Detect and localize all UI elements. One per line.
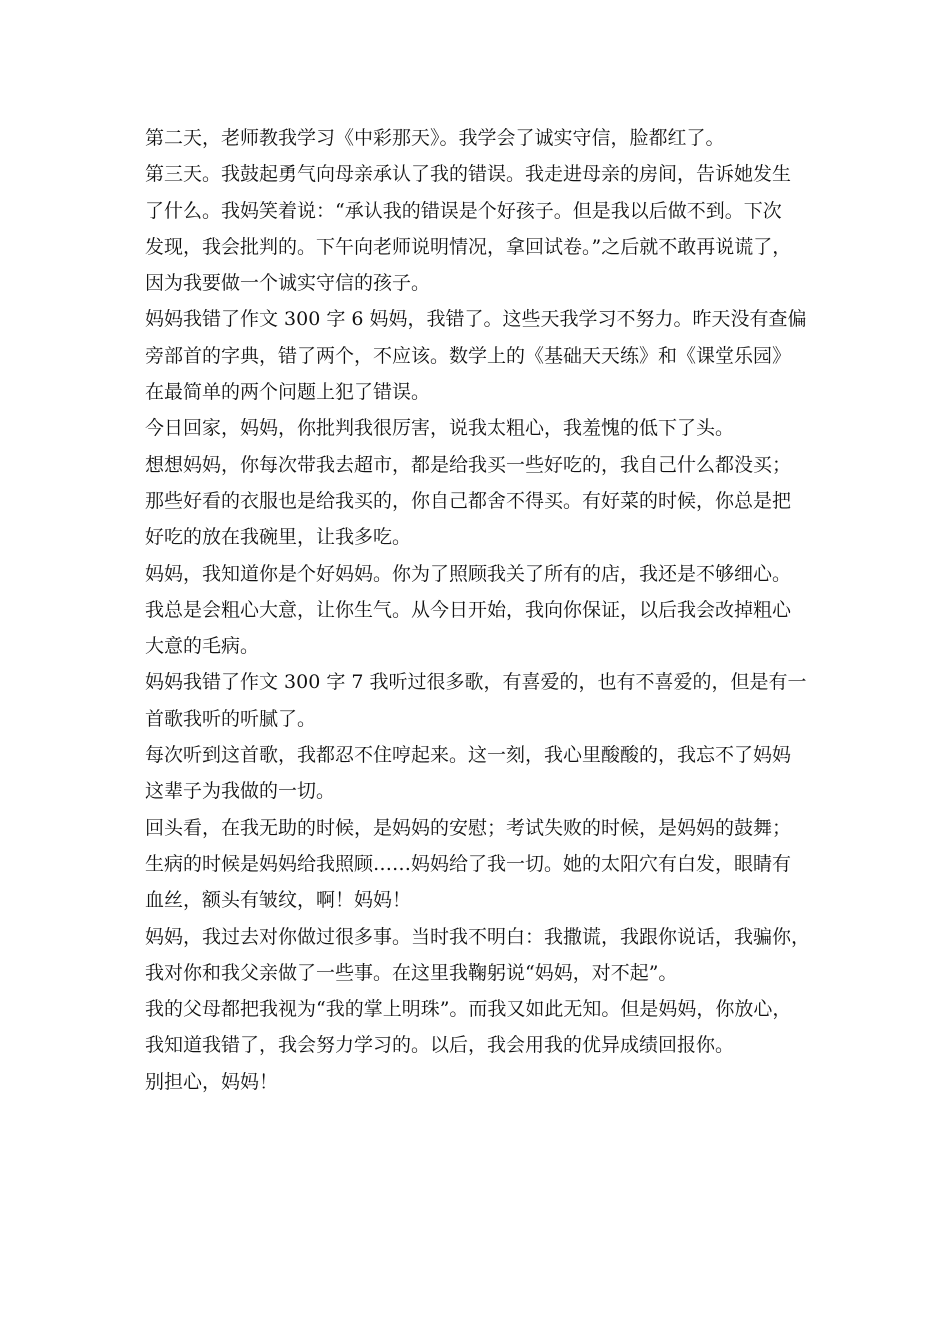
text-line: 了什么。我妈笑着说：“承认我的错误是个好孩子。但是我以后做不到。下次 <box>145 199 782 222</box>
text-line: 我知道我错了，我会努力学习的。以后，我会用我的优异成绩回报你。 <box>145 1034 735 1057</box>
text-line: 发现，我会批判的。下午向老师说明情况，拿回试卷。”之后就不敢再说谎了， <box>145 235 792 258</box>
text-line: 我的父母都把我视为“我的掌上明珠”。而我又如此无知。但是妈妈，你放心， <box>145 998 792 1021</box>
text-line: 今日回家，妈妈，你批判我很厉害，说我太粗心，我羞愧的低下了头。 <box>145 417 735 440</box>
text-line: 妈妈，我知道你是个好妈妈。你为了照顾我关了所有的店，我还是不够细心。 <box>145 562 792 585</box>
text-line: 我总是会粗心大意，让你生气。从今日开始，我向你保证，以后我会改掉粗心 <box>145 598 792 621</box>
text-line: 旁部首的字典，错了两个，不应该。数学上的《基础天天练》和《课堂乐园》 <box>145 344 792 367</box>
text-line: 那些好看的衣服也是给我买的，你自己都舍不得买。有好菜的时候，你总是把 <box>145 489 792 512</box>
text-line: 回头看，在我无助的时候，是妈妈的安慰；考试失败的时候，是妈妈的鼓舞； <box>145 816 792 839</box>
text-line: 因为我要做一个诚实守信的孩子。 <box>145 272 431 295</box>
text-line: 妈妈，我过去对你做过很多事。当时我不明白：我撒谎，我跟你说话，我骗你， <box>145 925 810 948</box>
text-line: 我对你和我父亲做了一些事。在这里我鞠躬说“妈妈，对不起”。 <box>145 961 678 984</box>
text-line: 这辈子为我做的一切。 <box>145 780 336 803</box>
text-line: 第三天。我鼓起勇气向母亲承认了我的错误。我走进母亲的房间，告诉她发生 <box>145 163 792 186</box>
text-line: 大意的毛病。 <box>145 635 260 658</box>
text-line: 好吃的放在我碗里，让我多吃。 <box>145 526 412 549</box>
text-line: 别担心，妈妈！ <box>145 1070 279 1093</box>
text-line: 血丝，额头有皱纹，啊！妈妈！ <box>145 889 412 912</box>
text-line: 每次听到这首歌，我都忍不住哼起来。这一刻，我心里酸酸的，我忘不了妈妈 <box>145 744 792 767</box>
text-line: 生病的时候是妈妈给我照顾……妈妈给了我一切。她的太阳穴有白发，眼睛有 <box>145 852 792 875</box>
text-line: 妈妈我错了作文 300 字 6 妈妈，我错了。这些天我学习不努力。昨天没有查偏 <box>145 308 807 331</box>
text-line: 在最简单的两个问题上犯了错误。 <box>145 381 431 404</box>
text-line: 想想妈妈，你每次带我去超市，都是给我买一些好吃的，我自己什么都没买； <box>145 453 792 476</box>
text-line: 第二天，老师教我学习《中彩那天》。我学会了诚实守信，脸都红了。 <box>145 127 725 149</box>
text-line: 首歌我听的听腻了。 <box>145 707 317 730</box>
document-body <box>145 120 810 1100</box>
text-line: 妈妈我错了作文 300 字 7 我听过很多歌，有喜爱的，也有不喜爱的，但是有一 <box>145 671 807 694</box>
